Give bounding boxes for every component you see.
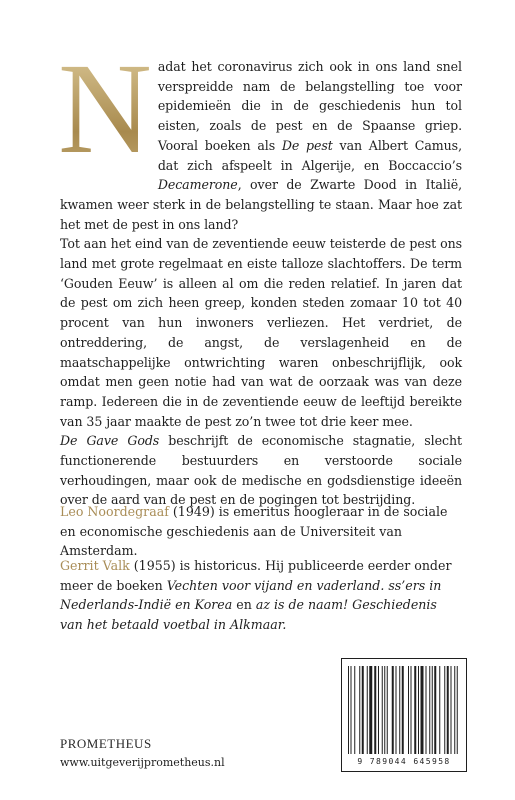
author-name: Gerrit Valk <box>60 558 130 573</box>
barcode-bar <box>454 666 455 754</box>
book-title-de-gave-gods: De Gave Gods <box>60 433 160 449</box>
blurb-paragraph-2: Tot aan het eind van de zeventiende eeuw teisterde de pest ons land met grote regelmaat en eiste talloze slachtoffers. De term ‘Gouden Eeuw’ is alleen al om die reden relatief. In jaren dat de pest om zich heen greep, konden steden zomaar 10 tot 40 procent van hun inwoners verliezen. Het verdriet, de ontreddering, de angst, de verslagenheid en de maatschappelijke ontwrichting waren onbeschrijflijk, ook omdat men geen notie had van wat de oorzaak was van deze ramp. Iedereen die in de zeventiende eeuw de leeftijd bereikte van 35 jaar maakte de pest zo’n twee tot drie keer mee. <box>60 236 462 429</box>
publisher-logo: PROMETHEUS <box>60 736 152 751</box>
barcode-bar <box>392 666 394 754</box>
drop-cap: N <box>58 57 152 193</box>
barcode-bar <box>408 666 409 754</box>
barcode-bar <box>384 666 385 754</box>
barcode-bar <box>382 666 383 754</box>
barcode-bar <box>378 666 379 754</box>
barcode-bar <box>429 666 430 754</box>
barcode-bar <box>354 666 355 754</box>
barcode-bar <box>396 666 397 754</box>
barcode-bar <box>418 666 419 754</box>
book-title-de-pest: De pest <box>281 137 333 153</box>
barcode-bar <box>457 666 458 754</box>
barcode-bars <box>348 666 460 754</box>
book-title-az: az is de naam! Geschiedenis van het betaald voetbal in Alkmaar. <box>60 597 437 633</box>
barcode-bar <box>421 666 424 754</box>
barcode-bar <box>362 666 364 754</box>
blurb <box>58 37 462 510</box>
barcode-bar <box>411 666 412 754</box>
book-title-vechten: Vechten voor vijand en vaderland. ss’ers in Nederlands-Indië en Korea <box>60 577 442 613</box>
barcode-bar <box>432 666 433 754</box>
barcode-bar <box>444 666 445 754</box>
barcode-bar <box>447 666 449 754</box>
barcode-bar <box>367 666 368 754</box>
blurb-paragraph-1: adat het coronavirus zich ook in ons land snel verspreidde nam de belangstelling toe voor epidemieën die in de geschiedenis hun tol eisten, zoals de pest en de Spaanse griep. Vooral boeken als De pest van Albert Camus, dat zich afspeelt in Algerije, en Boccaccio’s Decamerone, over de Zwarte Dood in Italië, kwamen weer sterk in de belangstelling te staan. Maar hoe zat het met de pest in ons land? <box>60 59 462 232</box>
barcode-bar <box>402 666 404 754</box>
author-bio-valk: Gerrit Valk (1955) is historicus. Hij publiceerde eerder onder meer de boeken Vechten voor vijand en vaderland. ss’ers in Nederlands-Indië en Korea en az is de naam! Geschiedenis van het betaald voetbal in Alkmaar. <box>60 558 452 633</box>
barcode-digits: 9 789044 645958 <box>357 757 451 766</box>
barcode-bar <box>374 666 376 754</box>
barcode-bar <box>434 666 436 754</box>
barcode-bar <box>451 666 452 754</box>
barcode-bar <box>351 666 352 754</box>
barcode-bar <box>399 666 400 754</box>
publisher-url[interactable]: www.uitgeverijprometheus.nl <box>60 756 225 769</box>
barcode-bar <box>387 666 388 754</box>
barcode-bar <box>414 666 416 754</box>
isbn-barcode <box>341 658 467 772</box>
barcode-bar <box>439 666 440 754</box>
barcode-bar <box>348 666 349 754</box>
barcode-bar <box>426 666 427 754</box>
barcode-bar <box>359 666 360 754</box>
barcode-bar <box>369 666 372 754</box>
author-bio-noordegraaf: Leo Noordegraaf (1949) is emeritus hoogleraar in de sociale en economische geschiedenis aan de Universiteit van Amsterdam. <box>60 504 448 559</box>
book-title-decamerone: Decamerone <box>157 177 238 193</box>
author-name: Leo Noordegraaf <box>60 504 169 519</box>
blurb-paragraph-3: De Gave Gods beschrijft de economische stagnatie, slecht functionerende bestuurders en verstoorde sociale verhoudingen, maar ook de medische en godsdienstige ideeën over de aard van de pest en de pogingen tot bestrijding. <box>60 433 462 508</box>
